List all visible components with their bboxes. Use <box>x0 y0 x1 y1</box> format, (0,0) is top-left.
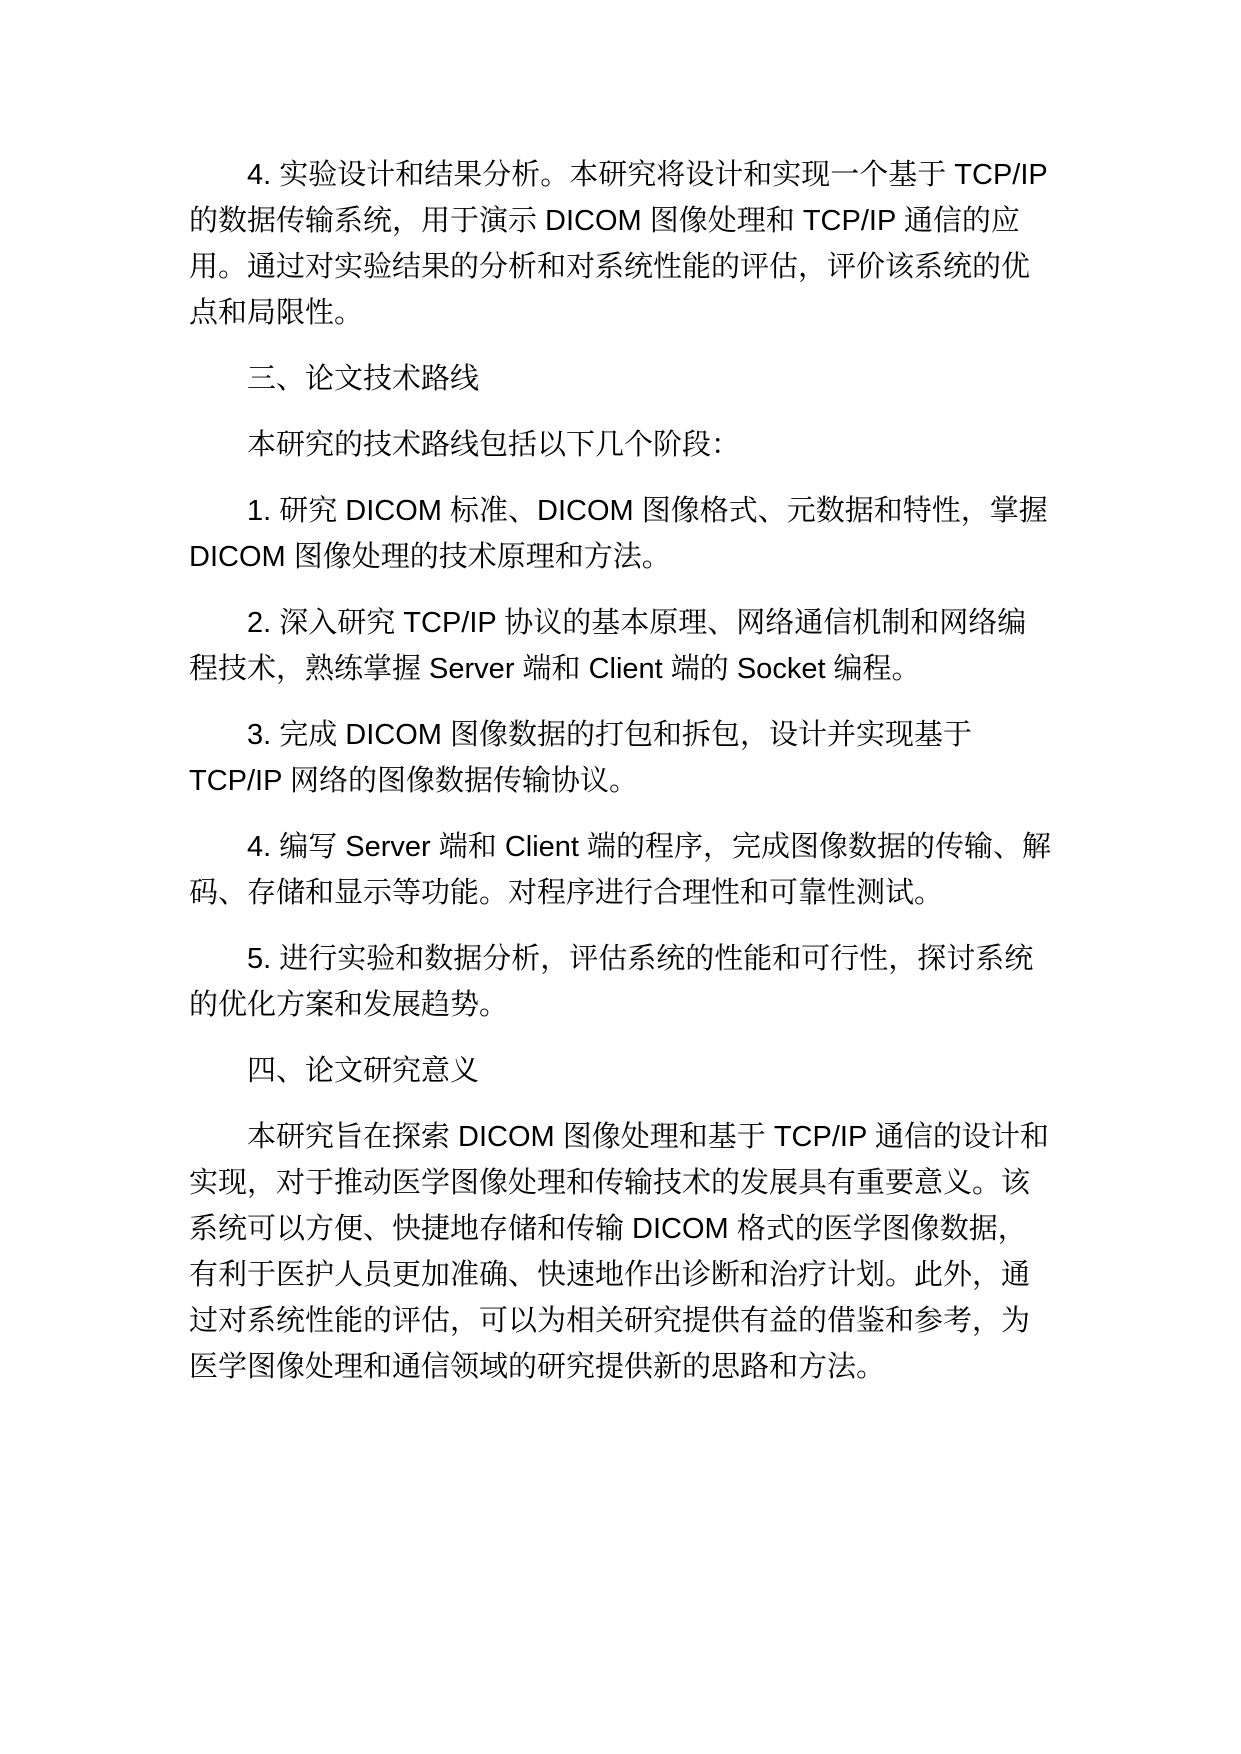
section-heading-research-significance: 四、论文研究意义 <box>247 1055 480 1087</box>
paragraph-stage-5: 5. 进行实验和数据分析，评估系统的性能和可行性，探讨系统的优化方案和发展趋势。 <box>189 943 1034 1021</box>
paragraph-stage-1: 1. 研究 DICOM 标准、DICOM 图像格式、元数据和特性，掌握 DICOM 图像处理的技术原理和方法。 <box>189 495 1048 573</box>
section-heading-technical-route: 三、论文技术路线 <box>247 363 480 395</box>
paragraph-stage-3: 3. 完成 DICOM 图像数据的打包和拆包，设计并实现基于 TCP/IP 网络的图像数据传输协议。 <box>189 719 973 797</box>
paragraph-stage-4: 4. 编写 Server 端和 Client 端的程序，完成图像数据的传输、解码、存储和显示等功能。对程序进行合理性和可靠性测试。 <box>189 831 1052 909</box>
paragraph-route-intro: 本研究的技术路线包括以下几个阶段： <box>247 429 741 461</box>
paragraph-experiment-design: 4. 实验设计和结果分析。本研究将设计和实现一个基于 TCP/IP 的数据传输系统，用于演示 DICOM 图像处理和 TCP/IP 通信的应用。通过对实验结果的分析和对系统性能的评估，评价该系统的优点和局限性。 <box>189 159 1048 329</box>
paragraph-stage-2: 2. 深入研究 TCP/IP 协议的基本原理、网络通信机制和网络编程技术，熟练掌握 Server 端和 Client 端的 Socket 编程。 <box>189 607 1027 685</box>
paragraph-significance: 本研究旨在探索 DICOM 图像处理和基于 TCP/IP 通信的设计和实现，对于推动医学图像处理和传输技术的发展具有重要意义。该系统可以方便、快捷地存储和传输 DICOM 格式的医学图像数据，有利于医护人员更加准确、快速地作出诊断和治疗计划。此外，通过对系统性能的评估，可以为相关研究提供有益的借鉴和参考，为医学图像处理和通信领域的研究提供新的思路和方法。 <box>189 1121 1049 1383</box>
